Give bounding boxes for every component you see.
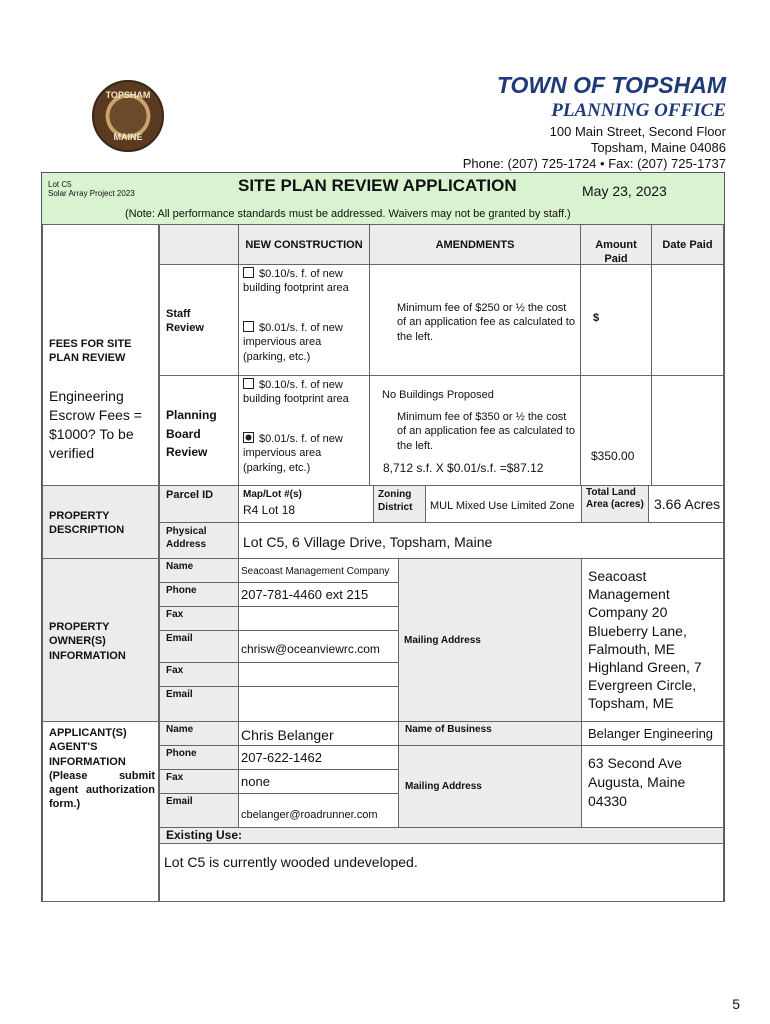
applicant-phone-field[interactable] [238, 745, 399, 770]
owner-mailing-label-cell [398, 558, 582, 722]
parcel-id-cell [159, 485, 239, 523]
application-form [41, 172, 725, 902]
board-option-impervious[interactable] [243, 432, 361, 475]
applicant-phone-label: Phone [166, 748, 197, 759]
applicant-fax-label-cell [159, 769, 239, 794]
physical-address-label: Physical Address [166, 526, 207, 550]
owner-name-field[interactable] [238, 558, 399, 583]
land-area-cell[interactable] [648, 485, 724, 523]
existing-use-label: Existing Use: [166, 828, 243, 842]
logo-top-text: TOPSHAM [105, 90, 151, 100]
board-review-cell [159, 375, 239, 486]
applicant-fax-value: none [241, 774, 270, 789]
board-minimum-fee: Minimum fee of $350 or ½ the cost of an application fee as calculated to the left. [397, 411, 575, 452]
existing-use-value: Lot C5 is currently wooded undeveloped. [164, 854, 418, 870]
owner-fax2-label: Fax [166, 665, 184, 676]
land-area-label-cell [581, 485, 649, 523]
zoning-label: Zoning District [378, 489, 413, 513]
staff-option-impervious[interactable] [243, 321, 361, 364]
escrow-note: Engineering Escrow Fees = $1000? To be verified [49, 388, 142, 461]
applicant-mailing-label: Mailing Address [405, 781, 482, 792]
board-new-construction-cell [238, 375, 370, 486]
applicant-email-label: Email [166, 796, 193, 807]
project-label: Solar Array Project 2023 [48, 189, 135, 198]
board-option-building[interactable] [243, 378, 353, 407]
staff-review-cell [159, 264, 239, 376]
owner-email2-label: Email [166, 689, 193, 700]
staff-option-building-text: $0.10/s. f. of new building footprint area [243, 268, 349, 295]
physical-address-label-cell [159, 522, 239, 559]
address-line-2: Topsham, Maine 04086 [590, 140, 726, 155]
business-value: Belanger Engineering [588, 726, 714, 741]
maplot-cell[interactable] [238, 485, 374, 523]
applicant-name-label-cell [159, 721, 239, 746]
business-label-cell [398, 721, 582, 746]
page-number: 5 [732, 996, 740, 1012]
fees-header-blank [159, 224, 239, 265]
owner-email2-field[interactable] [238, 686, 399, 722]
applicant-email-field[interactable] [238, 793, 399, 828]
form-banner [42, 173, 724, 225]
owner-email-label: Email [166, 633, 193, 644]
board-review-label: Planning Board Review [166, 408, 217, 460]
checkbox-icon[interactable] [243, 267, 254, 278]
existing-use-label-cell [159, 827, 724, 844]
land-area-value: 3.66 Acres [654, 496, 721, 512]
staff-new-construction-cell [238, 264, 370, 376]
owner-email-label-cell [159, 630, 239, 663]
fees-label-cell [42, 224, 159, 486]
board-date-cell[interactable] [651, 375, 724, 486]
staff-option-building[interactable] [243, 267, 353, 296]
board-amount-cell[interactable] [580, 375, 652, 486]
owner-fax2-label-cell [159, 662, 239, 687]
board-option-building-text: $0.10/s. f. of new building footprint area [243, 379, 349, 406]
maplot-label: Map/Lot #(s) [243, 489, 302, 500]
board-option-impervious-text: $0.01/s. f. of new impervious area (parking, etc.) [243, 433, 343, 474]
town-title: TOWN OF TOPSHAM [496, 72, 726, 98]
phone-fax: Phone: (207) 725-1724 • Fax: (207) 725-1737 [462, 156, 726, 171]
parcel-id-label: Parcel ID [166, 489, 214, 501]
form-title: SITE PLAN REVIEW APPLICATION [238, 176, 517, 195]
board-amendments-cell [369, 375, 581, 486]
checked-checkbox-icon[interactable] [243, 432, 254, 443]
form-date: May 23, 2023 [582, 183, 667, 199]
owner-email-field[interactable] [238, 630, 399, 663]
staff-amount-cell[interactable] [580, 264, 652, 376]
zoning-label-cell [373, 485, 426, 523]
lot-label: Lot C5 [48, 180, 72, 189]
applicant-mailing-label-cell [398, 745, 582, 828]
staff-minimum-fee: Minimum fee of $250 or ½ the cost of an application fee as calculated to the left. [397, 302, 575, 343]
property-label: PROPERTY DESCRIPTION [49, 510, 125, 537]
owner-label: PROPERTY OWNER(S) INFORMATION [49, 621, 126, 662]
checkbox-icon[interactable] [243, 321, 254, 332]
town-seal-logo [92, 80, 164, 152]
applicant-email-value: cbelanger@roadrunner.com [241, 809, 378, 821]
applicant-email-label-cell [159, 793, 239, 828]
owner-phone-field[interactable] [238, 582, 399, 607]
address-line-1: 100 Main Street, Second Floor [549, 124, 726, 139]
fees-label: FEES FOR SITE PLAN REVIEW [49, 338, 132, 365]
owner-phone-value: 207-781-4460 ext 215 [241, 587, 369, 602]
applicant-phone-label-cell [159, 745, 239, 770]
applicant-fax-field[interactable] [238, 769, 399, 794]
owner-name-label-cell [159, 558, 239, 583]
business-field[interactable] [581, 721, 724, 746]
staff-amount: $ [593, 312, 600, 324]
owner-fax-label: Fax [166, 609, 184, 620]
physical-address-value: Lot C5, 6 Village Drive, Topsham, Maine [243, 534, 493, 550]
staff-option-impervious-text: $0.01/s. f. of new impervious area (parking, etc.) [243, 322, 343, 363]
zoning-value: MUL Mixed Use Limited Zone [430, 500, 575, 512]
col-amount-paid: Amount Paid [580, 224, 652, 265]
applicant-name-field[interactable] [238, 721, 399, 746]
owner-email-value: chrisw@oceanviewrc.com [241, 642, 380, 656]
checkbox-icon[interactable] [243, 378, 254, 389]
physical-address-cell[interactable] [238, 522, 724, 559]
applicant-label-cell [42, 721, 159, 902]
applicant-name-value: Chris Belanger [241, 727, 334, 743]
zoning-cell[interactable] [425, 485, 582, 523]
owner-mailing-field[interactable] [581, 558, 724, 722]
applicant-label: APPLICANT(S) AGENT'S INFORMATION (Please submit agent authorization form.) [49, 727, 155, 811]
business-label: Name of Business [405, 724, 492, 735]
owner-mailing-label: Mailing Address [404, 635, 481, 646]
board-note: No Buildings Proposed [382, 389, 494, 401]
owner-fax-label-cell [159, 606, 239, 631]
owner-name-label: Name [166, 561, 194, 572]
staff-date-cell[interactable] [651, 264, 724, 376]
logo-bottom-text: MAINE [113, 132, 143, 142]
owner-fax2-field[interactable] [238, 662, 399, 687]
col-date-paid: Date Paid [651, 224, 724, 265]
maplot-value: R4 Lot 18 [243, 503, 296, 517]
applicant-phone-value: 207-622-1462 [241, 750, 322, 765]
applicant-fax-label: Fax [166, 772, 184, 783]
owner-fax-field[interactable] [238, 606, 399, 631]
office-title: PLANNING OFFICE [551, 100, 726, 121]
applicant-name-label: Name [166, 724, 194, 735]
applicant-mailing-field[interactable] [581, 745, 724, 828]
applicant-mailing-value: 63 Second Ave Augusta, Maine 04330 [588, 755, 686, 809]
land-area-label: Total Land Area (acres) [586, 487, 644, 510]
property-label-cell [42, 485, 159, 559]
board-calculation: 8,712 s.f. X $0.01/s.f. =$87.12 [383, 461, 544, 475]
existing-use-field[interactable] [159, 843, 724, 902]
owner-phone-label: Phone [166, 585, 197, 596]
col-new-construction: NEW CONSTRUCTION [238, 224, 370, 265]
staff-review-label: Staff Review [166, 308, 204, 335]
note-text: (Note: All performance standards must be addressed. Waivers may not be granted by staff.) [125, 208, 571, 220]
staff-amendments-cell [369, 264, 581, 376]
owner-mailing-value: Seacoast Management Company 20 Blueberry Lane, Falmouth, ME Highland Green, 7 Evergreen Circle, Topsham, ME [588, 568, 702, 712]
owner-label-cell [42, 558, 159, 722]
owner-name-value: Seacoast Management Company [241, 566, 390, 577]
board-amount: $350.00 [591, 449, 635, 463]
owner-email2-label-cell [159, 686, 239, 722]
owner-phone-label-cell [159, 582, 239, 607]
col-amendments: AMENDMENTS [369, 224, 581, 265]
